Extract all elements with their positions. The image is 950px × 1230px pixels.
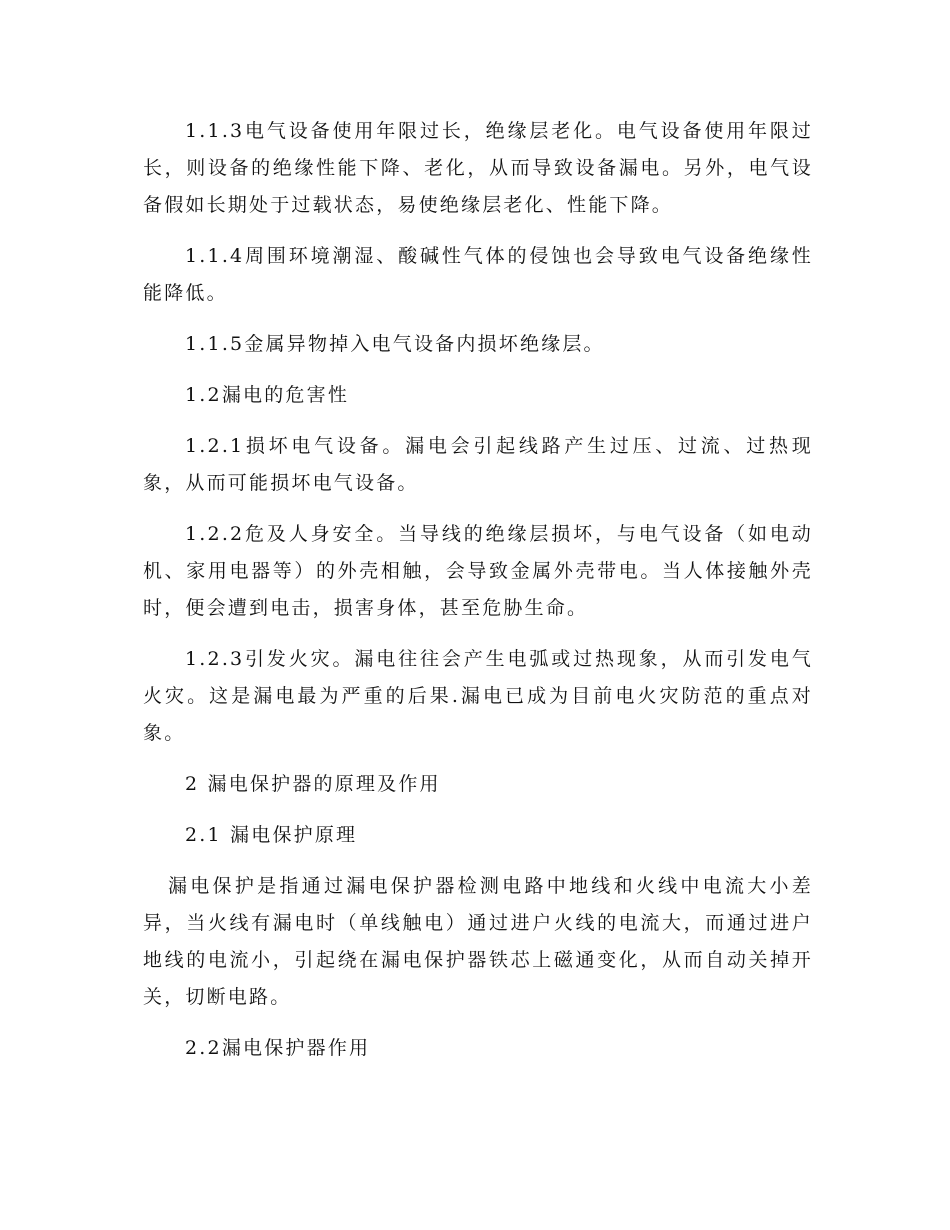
heading-1-2: 1.2漏电的危害性 xyxy=(185,384,350,406)
paragraph-1-1-3: 1.1.3电气设备使用年限过长，绝缘层老化。电气设备使用年限过长，则设备的绝缘性能下降、老化，从而导致设备漏电。另外，电气设备假如长期处于过载状态，易使绝缘层老化、性能下降。 xyxy=(143,120,813,216)
paragraph-1-1-5: 1.1.5金属异物掉入电气设备内损坏绝缘层。 xyxy=(185,333,605,355)
paragraph-2-1-body: 漏电保护是指通过漏电保护器检测电路中地线和火线中电流大小差异，当火线有漏电时（单线触电）通过进户火线的电流大，而通过进户地线的电流小，引起绕在漏电保护器铁芯上磁通变化，从而自动关掉开关，切断电路。 xyxy=(143,875,813,1008)
document-page xyxy=(143,113,813,1081)
paragraph-1-1-4: 1.1.4周围环境潮湿、酸碱性气体的侵蚀也会导致电气设备绝缘性能降低。 xyxy=(143,245,813,304)
paragraph-1-2-3: 1.2.3引发火灾。漏电往往会产生电弧或过热现象，从而引发电气火灾。这是漏电最为严重的后果.漏电已成为目前电火灾防范的重点对象。 xyxy=(143,648,813,744)
heading-2-1: 2.1 漏电保护原理 xyxy=(185,824,358,846)
paragraph-1-2-2: 1.2.2危及人身安全。当导线的绝缘层损坏，与电气设备（如电动机、家用电器等）的外壳相触，会导致金属外壳带电。当人体接触外壳时，便会遭到电击，损害身体，甚至危胁生命。 xyxy=(143,523,813,619)
paragraph-1-2-1: 1.2.1损坏电气设备。漏电会引起线路产生过压、过流、过热现象，从而可能损坏电气设备。 xyxy=(143,435,813,494)
heading-2-2: 2.2漏电保护器作用 xyxy=(185,1037,371,1059)
heading-2: 2 漏电保护器的原理及作用 xyxy=(185,773,441,795)
